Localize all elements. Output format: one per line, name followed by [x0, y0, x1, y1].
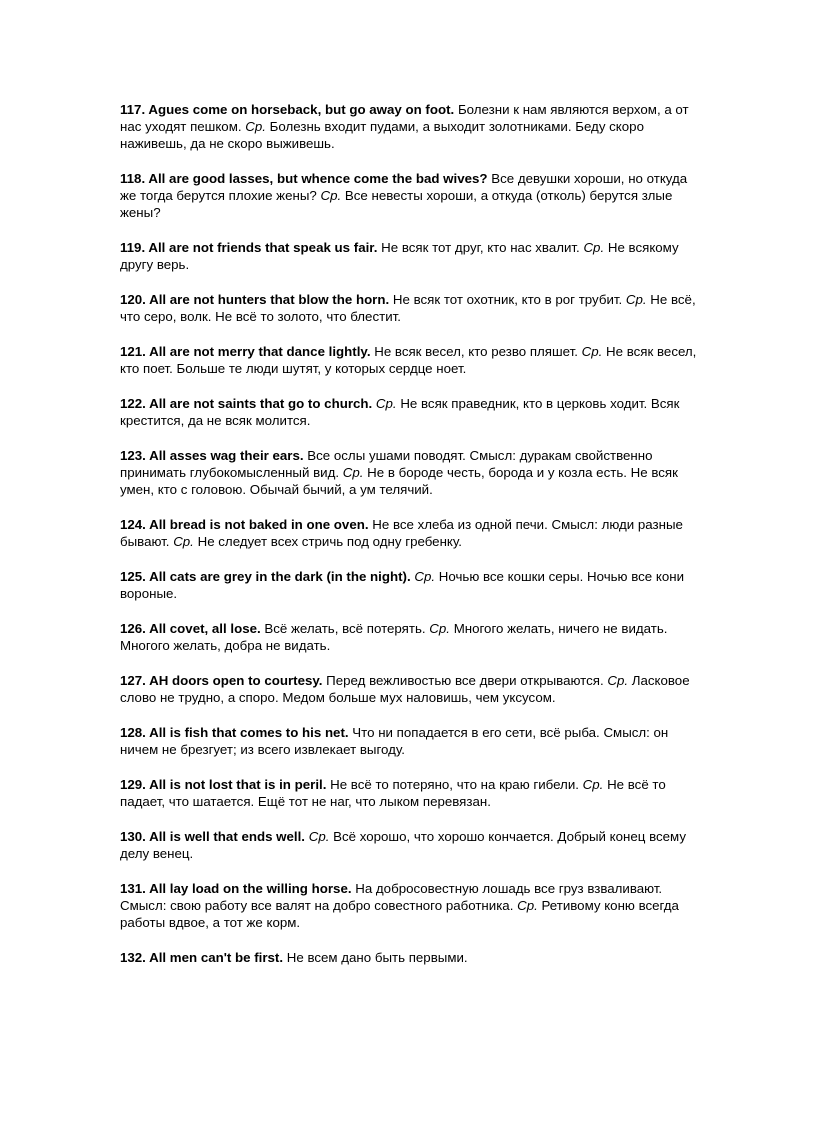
proverb-heading: [120, 396, 372, 411]
proverb-entry: [120, 880, 705, 931]
proverb-number: 129.: [120, 777, 146, 792]
translation-text: Не все хлеба из одной печи. Смысл: люди разные бывают.: [120, 517, 683, 549]
proverb-heading: [120, 673, 322, 688]
translation-text: Не всяк праведник, кто в церковь ходит. Всяк крестится, да не всяк молится.: [120, 396, 680, 428]
translation-text: Ласковое слово не трудно, а споро. Медом больше мух наловишь, чем уксусом.: [120, 673, 690, 705]
proverb-heading: [120, 292, 389, 307]
proverb-number: 121.: [120, 344, 146, 359]
proverb-number: 126.: [120, 621, 146, 636]
translation-text: Всё хорошо, что хорошо кончается. Добрый конец всему делу венец.: [120, 829, 686, 861]
proverb-entry: [120, 447, 705, 498]
proverb-number: 125.: [120, 569, 146, 584]
translation-text: Не всякому другу верь.: [120, 240, 679, 272]
proverb-english: All is not lost that is in peril.: [149, 777, 327, 792]
proverb-english: All are not friends that speak us fair.: [148, 240, 378, 255]
proverb-number: 123.: [120, 448, 146, 463]
translation-text: Ночью все кошки серы. Ночью все кони вороные.: [120, 569, 685, 601]
compare-marker: Ср.: [245, 119, 266, 134]
proverb-heading: [120, 344, 371, 359]
proverb-english: Agues come on horseback, but go away on foot.: [148, 102, 455, 117]
translation-text: Болезнь входит пудами, а выходит золотниками. Беду скоро наживешь, да не скоро выживешь.: [120, 119, 644, 151]
proverb-entry: [120, 101, 705, 152]
proverb-entry: [120, 343, 705, 377]
compare-marker: Ср.: [173, 534, 194, 549]
proverb-number: 117.: [120, 102, 146, 117]
translation-text: Болезни к нам являются верхом, а от нас уходят пешком.: [120, 102, 689, 134]
compare-marker: Ср.: [375, 396, 397, 411]
proverb-english: All cats are grey in the dark (in the night).: [149, 569, 411, 584]
translation-text: Все ослы ушами поводят. Смысл: дуракам свойственно принимать глубокомысленный вид.: [120, 448, 653, 480]
document-page: [120, 101, 705, 984]
proverb-english: All are good lasses, but whence come the bad wives?: [148, 171, 488, 186]
translation-text: Многого желать, ничего не видать. Многого желать, добра не видать.: [120, 621, 668, 653]
compare-marker: Ср.: [582, 777, 604, 792]
translation-text: Не следует всех стричь под одну гребенку.: [197, 534, 462, 549]
proverb-number: 132.: [120, 950, 146, 965]
translation-text: Не всем дано быть первыми.: [286, 950, 468, 965]
proverb-heading: [120, 448, 304, 463]
compare-marker: Ср.: [625, 292, 647, 307]
translation-text: Не всяк тот охотник, кто в рог трубит.: [392, 292, 623, 307]
compare-marker: Ср.: [517, 898, 538, 913]
proverb-number: 127.: [120, 673, 146, 688]
proverb-english: All is well that ends well.: [149, 829, 306, 844]
proverb-english: All asses wag their ears.: [149, 448, 304, 463]
proverb-number: 120.: [120, 292, 146, 307]
translation-text: Все невесты хороши, а откуда (отколь) берутся злые жены?: [120, 188, 673, 220]
translation-text: Всё желать, всё потерять.: [264, 621, 426, 636]
proverb-heading: [120, 517, 369, 532]
proverb-entry: [120, 776, 705, 810]
proverb-english: All lay load on the willing horse.: [149, 881, 352, 896]
compare-marker: Ср.: [320, 188, 342, 203]
compare-marker: Ср.: [414, 569, 436, 584]
translation-text: Не всяк весел, кто поет. Больше те люди шутят, у которых сердце ноет.: [120, 344, 697, 376]
proverb-number: 122.: [120, 396, 146, 411]
proverb-heading: [120, 171, 488, 186]
proverb-heading: [120, 725, 349, 740]
proverb-entry: [120, 949, 705, 966]
compare-marker: Ср.: [429, 621, 450, 636]
proverb-number: 119.: [120, 240, 146, 255]
proverb-entry: [120, 170, 705, 221]
translation-text: Не в бороде честь, борода и у козла есть. Не всяк умен, кто с головою. Обычай бычий, а ум телячий.: [120, 465, 678, 497]
proverb-english: All bread is not baked in one oven.: [149, 517, 369, 532]
proverb-entry: [120, 620, 705, 654]
proverb-english: AH doors open to courtesy.: [149, 673, 323, 688]
compare-marker: Ср.: [607, 673, 629, 688]
proverb-entry: [120, 395, 705, 429]
proverb-english: All is fish that comes to his net.: [149, 725, 349, 740]
translation-text: Не всяк тот друг, кто нас хвалит.: [381, 240, 580, 255]
proverb-heading: [120, 621, 261, 636]
proverb-english: All are not saints that go to church.: [149, 396, 373, 411]
compare-marker: Ср.: [342, 465, 364, 480]
proverb-number: 124.: [120, 517, 146, 532]
translation-text: Не всё, что серо, волк. Не всё то золото, что блестит.: [120, 292, 696, 324]
proverb-heading: [120, 829, 305, 844]
proverb-entry: [120, 516, 705, 550]
translation-text: Не всё то потеряно, что на краю гибели.: [330, 777, 579, 792]
proverb-heading: [120, 777, 326, 792]
proverb-entry: [120, 568, 705, 602]
proverb-english: All are not merry that dance lightly.: [149, 344, 371, 359]
proverb-english: All covet, all lose.: [149, 621, 261, 636]
proverb-entry: [120, 239, 705, 273]
compare-marker: Ср.: [583, 240, 605, 255]
translation-text: Что ни попадается в его сети, всё рыба. Смысл: он ничем не брезгует; из всего извлекает выгоду.: [120, 725, 669, 757]
translation-text: На добросовестную лошадь все груз взваливают. Смысл: свою работу все валят на добро совестного работника.: [120, 881, 663, 913]
proverb-number: 130.: [120, 829, 146, 844]
proverb-number: 128.: [120, 725, 146, 740]
compare-marker: Ср.: [581, 344, 603, 359]
proverb-entry: [120, 724, 705, 758]
translation-text: Не всё то падает, что шатается. Ещё тот не наг, что лыком перевязан.: [120, 777, 666, 809]
proverb-heading: [120, 569, 411, 584]
proverb-english: All are not hunters that blow the horn.: [149, 292, 390, 307]
compare-marker: Ср.: [308, 829, 330, 844]
translation-text: Перед вежливостью все двери открываются.: [326, 673, 604, 688]
proverb-english: All men can't be first.: [149, 950, 284, 965]
translation-text: Не всяк весел, кто резво пляшет.: [374, 344, 578, 359]
proverb-heading: [120, 240, 377, 255]
proverb-number: 118.: [120, 171, 146, 186]
proverb-heading: [120, 102, 454, 117]
proverb-heading: [120, 881, 352, 896]
proverb-entry: [120, 291, 705, 325]
proverb-entry: [120, 672, 705, 706]
proverb-entry: [120, 828, 705, 862]
translation-text: Ретивому коню всегда работы вдвое, а тот же корм.: [120, 898, 679, 930]
proverb-heading: [120, 950, 283, 965]
proverb-number: 131.: [120, 881, 146, 896]
translation-text: Все девушки хороши, но откуда же тогда берутся плохие жены?: [120, 171, 688, 203]
